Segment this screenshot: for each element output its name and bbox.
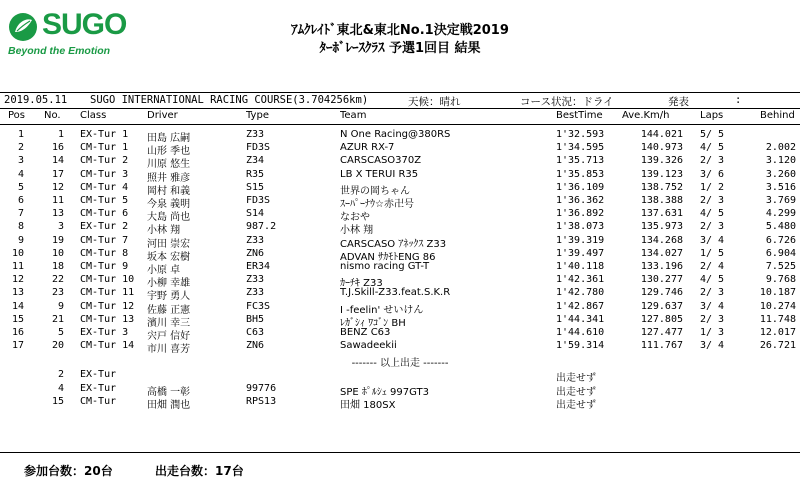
dns-row (0, 396, 800, 409)
cell-behind: 6.904 (765, 247, 796, 259)
course-name: SUGO INTERNATIONAL RACING COURSE(3.704256km) (90, 94, 369, 106)
cell-class: EX-Tur 2 (80, 221, 129, 233)
dns-cell-no: 2 (57, 369, 64, 381)
cell-laps: 5/ 5 (700, 129, 725, 140)
cell-type: BH5 (246, 313, 265, 325)
table-row (0, 182, 800, 195)
table-row (0, 301, 800, 314)
cell-behind: 3.260 (765, 168, 796, 180)
cell-type: ER34 (246, 261, 271, 272)
dns-cell-type: 99776 (246, 382, 277, 394)
cell-type: R35 (246, 168, 265, 180)
cell-best: 1'38.073 (556, 221, 605, 233)
cell-team: ADVAN ｻｶﾓﾄENG 86 (340, 251, 436, 263)
cell-class: CM-Tur 2 (80, 155, 129, 167)
cell-best: 1'44.610 (556, 327, 605, 338)
cell-pos: 14 (11, 300, 24, 312)
table-row (0, 327, 800, 340)
cell-no: 18 (51, 261, 64, 272)
cell-no: 17 (51, 168, 64, 180)
cell-driver: 田島 広嗣 (147, 133, 191, 144)
cell-behind: 3.120 (765, 155, 796, 167)
cell-driver: 濱川 幸三 (147, 317, 191, 329)
cell-ave: 134.268 (640, 234, 683, 246)
cell-class: CM-Tur 12 (80, 300, 135, 312)
cell-class: CM-Tur 8 (80, 247, 129, 259)
cell-no: 16 (51, 142, 64, 154)
cell-behind: 4.299 (765, 208, 796, 220)
cell-team: ｽｰﾊﾟｰﾅｳ☆赤卍号 (340, 199, 414, 210)
cell-best: 1'44.341 (556, 313, 605, 325)
cell-behind: 11.748 (759, 313, 796, 325)
cell-pos: 9 (17, 234, 24, 246)
cell-class: CM-Tur 13 (80, 313, 135, 325)
header-class: Class (80, 110, 107, 121)
footer-rule (0, 452, 800, 453)
cell-team: CARSCASO ｱﾈｯｸｽ Z33 (340, 238, 447, 250)
event-title: ｱﾑｸﾚｲﾄﾞ東北&東北No.1決定戦2019 (291, 23, 509, 38)
cell-behind: 6.726 (765, 234, 796, 246)
cell-pos: 5 (17, 181, 24, 193)
cell-driver: 小原 卓 (147, 265, 181, 276)
cell-best: 1'42.780 (556, 287, 605, 299)
cell-best: 1'59.314 (556, 340, 605, 352)
header-behind: Behind (760, 110, 795, 121)
cell-driver: 岡村 和義 (147, 185, 191, 197)
cell-best: 1'36.892 (556, 208, 605, 220)
cell-laps: 3/ 6 (700, 168, 725, 180)
cell-pos: 8 (17, 221, 24, 233)
dns-cell-status: 出走せず (556, 386, 596, 398)
logo-wordmark: SUGO (42, 8, 127, 41)
table-row (0, 155, 800, 171)
table-row (0, 221, 800, 237)
cell-best: 1'35.853 (556, 168, 605, 180)
cell-driver: 小柳 幸雄 (147, 278, 191, 290)
cell-team: N One Racing@380RS (340, 129, 451, 140)
cell-class: CM-Tur 6 (80, 208, 129, 220)
cell-team: ﾚｶﾞｼｨ ﾜｺﾞﾝ BH (340, 317, 406, 329)
event-date: 2019.05.11 (4, 94, 68, 106)
table-row (0, 142, 800, 158)
cell-best: 1'36.109 (556, 181, 605, 193)
cell-no: 20 (51, 340, 64, 352)
cell-type: FD3S (246, 195, 271, 206)
weather: 天候：晴れ (408, 96, 461, 108)
cell-driver: 宍戸 信好 (147, 331, 191, 342)
cell-laps: 2/ 3 (700, 287, 725, 299)
cell-class: CM-Tur 7 (80, 234, 129, 246)
cell-no: 12 (51, 181, 64, 193)
table-row (0, 274, 800, 290)
dns-cell-driver: 高橋 一彰 (147, 386, 191, 398)
cell-pos: 6 (17, 195, 24, 206)
cell-team: I -feelin' せいけん (340, 304, 424, 316)
cell-behind: 2.002 (765, 142, 796, 154)
cell-ave: 144.021 (640, 129, 683, 140)
table-row (0, 169, 800, 182)
cell-driver: 小林 翔 (147, 225, 181, 237)
table-row (0, 287, 800, 303)
dns-cell-class: EX-Tur (80, 382, 117, 394)
cell-behind: 7.525 (765, 261, 796, 272)
cell-best: 1'32.593 (556, 129, 605, 140)
dns-separator: ------- 以上出走 ------- (351, 358, 449, 370)
cell-laps: 1/ 5 (700, 247, 725, 259)
cell-type: FC3S (246, 300, 271, 312)
cell-type: Z33 (246, 129, 265, 140)
cell-ave: 135.973 (640, 221, 683, 233)
header-ave-speed: Ave.Km/h (622, 110, 670, 121)
cell-driver: 大島 尚也 (147, 212, 191, 224)
dns-cell-team: SPE ﾎﾟﾙｼｪ 997GT3 (340, 386, 430, 398)
cell-behind: 12.017 (759, 327, 796, 338)
cell-no: 22 (51, 274, 64, 286)
cell-behind: 10.274 (759, 300, 796, 312)
cell-behind: 3.516 (765, 181, 796, 193)
cell-ave: 138.388 (640, 195, 683, 206)
cell-behind: 9.768 (765, 274, 796, 286)
header-type: Type (246, 110, 269, 121)
table-row (0, 261, 800, 274)
table-row (0, 129, 800, 142)
cell-laps: 1/ 3 (700, 327, 725, 338)
cell-no: 5 (57, 327, 64, 338)
dns-row (0, 383, 800, 396)
cell-no: 23 (51, 287, 64, 299)
cell-ave: 139.123 (640, 168, 683, 180)
cell-pos: 3 (17, 155, 24, 167)
cell-no: 14 (51, 155, 64, 167)
cell-driver: 川原 悠生 (147, 159, 191, 171)
dns-cell-driver: 田畑 潤也 (147, 399, 191, 411)
header-laps: Laps (700, 110, 724, 121)
cell-team: nismo racing GT-T (340, 261, 430, 272)
cell-class: CM-Tur 4 (80, 181, 129, 193)
cell-best: 1'35.713 (556, 155, 605, 167)
announce-time: : (735, 94, 742, 106)
cell-laps: 3/ 4 (700, 300, 725, 312)
cell-ave: 138.752 (640, 181, 683, 193)
cell-type: 987.2 (246, 221, 277, 233)
cell-driver: 宇野 勇人 (147, 291, 191, 303)
cell-team: T.J.Skill-Z33.feat.S.K.R (340, 287, 451, 299)
cell-best: 1'40.118 (556, 261, 605, 272)
cell-class: CM-Tur 14 (80, 340, 135, 352)
cell-behind: 26.721 (759, 340, 796, 352)
header-no: No. (44, 110, 61, 121)
cell-laps: 2/ 3 (700, 195, 725, 206)
cell-type: S14 (246, 208, 265, 220)
cell-team: CARSCASO370Z (340, 155, 422, 167)
announce-label: 発表 (668, 96, 689, 108)
cell-no: 21 (51, 313, 64, 325)
cell-laps: 1/ 2 (700, 181, 725, 193)
cell-team: ｶｰﾁｷ Z33 (340, 278, 383, 290)
cell-best: 1'42.361 (556, 274, 605, 286)
cell-class: CM-Tur 3 (80, 168, 129, 180)
cell-no: 9 (57, 300, 64, 312)
cell-ave: 130.277 (640, 274, 683, 286)
table-row (0, 314, 800, 327)
cell-driver: 佐藤 正憲 (147, 304, 191, 316)
cell-behind: 5.480 (765, 221, 796, 233)
cell-type: Z33 (246, 287, 265, 299)
cell-ave: 133.196 (640, 261, 683, 272)
cell-ave: 134.027 (640, 247, 683, 259)
cell-driver: 照井 雅彦 (147, 172, 191, 184)
dns-cell-no: 4 (57, 382, 64, 394)
dns-cell-class: EX-Tur (80, 369, 117, 381)
cell-laps: 2/ 3 (700, 313, 725, 325)
table-row (0, 340, 800, 356)
cell-team: AZUR RX-7 (340, 142, 395, 154)
cell-type: Z34 (246, 155, 265, 167)
cell-type: FD3S (246, 142, 271, 154)
table-row (0, 248, 800, 261)
cell-best: 1'42.867 (556, 300, 605, 312)
cell-pos: 1 (17, 129, 24, 140)
logo-tagline: Beyond the Emotion (8, 45, 111, 57)
cell-best: 1'36.362 (556, 195, 605, 206)
dns-row (0, 369, 800, 385)
cell-type: ZN6 (246, 247, 265, 259)
dns-cell-type: RPS13 (246, 395, 277, 407)
cell-pos: 17 (11, 340, 24, 352)
cell-driver: 山形 季也 (147, 146, 191, 158)
cell-ave: 139.326 (640, 155, 683, 167)
cell-pos: 4 (17, 168, 24, 180)
cell-pos: 16 (11, 327, 24, 338)
cell-class: CM-Tur 1 (80, 142, 129, 154)
table-header (0, 110, 800, 123)
cell-class: EX-Tur 1 (80, 129, 129, 140)
cell-pos: 11 (11, 261, 24, 272)
cell-no: 1 (57, 129, 64, 140)
cell-laps: 3/ 4 (700, 234, 725, 246)
cell-laps: 4/ 5 (700, 208, 725, 220)
cell-team: 世界の岡ちゃん (340, 185, 410, 197)
cell-no: 3 (57, 221, 64, 233)
cell-team: 小林 翔 (340, 225, 374, 237)
header-driver: Driver (147, 110, 178, 121)
cell-behind: 3.769 (765, 195, 796, 206)
cell-ave: 140.973 (640, 142, 683, 154)
entry-count: 参加台数：20台 (24, 464, 113, 478)
cell-ave: 127.805 (640, 313, 683, 325)
cell-pos: 15 (11, 313, 24, 325)
cell-laps: 4/ 5 (700, 274, 725, 286)
cell-pos: 7 (17, 208, 24, 220)
table-row (0, 235, 800, 248)
cell-laps: 3/ 4 (700, 340, 725, 352)
cell-class: CM-Tur 11 (80, 287, 135, 299)
cell-team: なおや (340, 212, 370, 224)
cell-class: CM-Tur 9 (80, 261, 129, 272)
cell-laps: 2/ 3 (700, 221, 725, 233)
cell-pos: 2 (17, 142, 24, 154)
cell-type: S15 (246, 181, 265, 193)
dns-cell-class: CM-Tur (80, 395, 117, 407)
cell-team: LB X TERUI R35 (340, 168, 419, 180)
cell-best: 1'39.319 (556, 234, 605, 246)
cell-driver: 河田 崇宏 (147, 238, 191, 250)
cell-driver: 今泉 義明 (147, 199, 191, 210)
cell-no: 10 (51, 247, 64, 259)
cell-class: CM-Tur 10 (80, 274, 135, 286)
cell-type: ZN6 (246, 340, 265, 352)
header-bottom-rule (0, 124, 800, 125)
dns-cell-status: 出走せず (556, 399, 596, 411)
header-team: Team (340, 110, 367, 121)
cell-no: 19 (51, 234, 64, 246)
course-condition: コース状況：ドライ (520, 96, 614, 108)
dns-cell-status: 出走せず (556, 373, 596, 385)
cell-behind: 10.187 (759, 287, 796, 299)
cell-ave: 127.477 (640, 327, 683, 338)
cell-driver: 坂本 宏樹 (147, 251, 191, 263)
cell-pos: 12 (11, 274, 24, 286)
cell-type: Z33 (246, 234, 265, 246)
cell-best: 1'34.595 (556, 142, 605, 154)
dns-cell-team: 田畑 180SX (340, 399, 396, 411)
table-row (0, 195, 800, 208)
cell-class: CM-Tur 5 (80, 195, 129, 206)
cell-team: BENZ C63 (340, 327, 391, 338)
cell-no: 13 (51, 208, 64, 220)
session-title: ﾀｰﾎﾞﾚｰｽｸﾗｽ 予選1回目 結果 (319, 41, 481, 56)
header-pos: Pos (8, 110, 26, 121)
cell-laps: 2/ 4 (700, 261, 725, 272)
header-top-rule (0, 108, 800, 109)
cell-class: EX-Tur 3 (80, 327, 129, 338)
table-row (0, 208, 800, 224)
cell-laps: 2/ 3 (700, 155, 725, 167)
dns-cell-no: 15 (51, 395, 64, 407)
top-rule (0, 92, 800, 93)
cell-laps: 4/ 5 (700, 142, 725, 154)
cell-team: Sawadeekii (340, 340, 397, 352)
cell-ave: 111.767 (640, 340, 683, 352)
cell-ave: 129.746 (640, 287, 683, 299)
cell-driver: 市川 喜芳 (147, 344, 191, 356)
cell-type: Z33 (246, 274, 265, 286)
starter-count: 出走台数：17台 (155, 464, 244, 478)
header-besttime: BestTime (556, 110, 603, 121)
cell-best: 1'39.497 (556, 247, 605, 259)
cell-pos: 10 (11, 247, 24, 259)
cell-ave: 129.637 (640, 300, 683, 312)
cell-type: C63 (246, 327, 265, 338)
cell-no: 11 (51, 195, 64, 206)
cell-pos: 13 (11, 287, 24, 299)
cell-ave: 137.631 (640, 208, 683, 220)
